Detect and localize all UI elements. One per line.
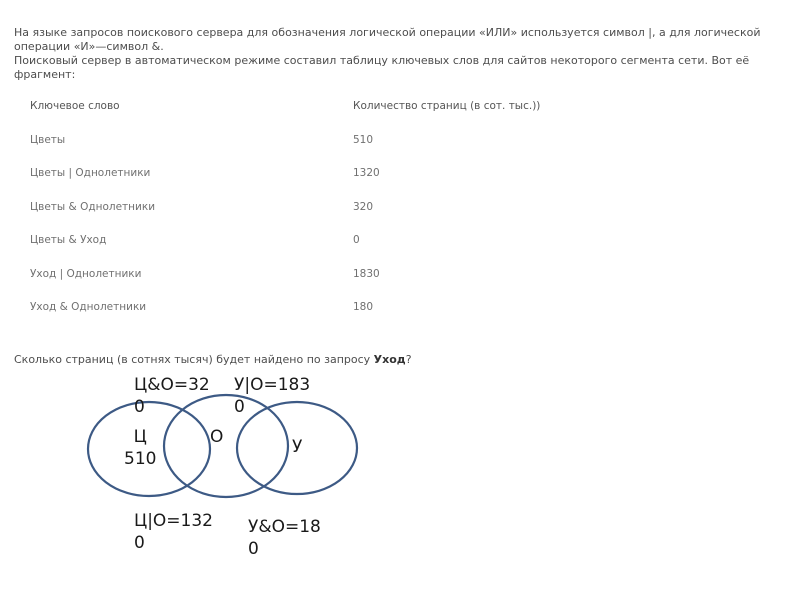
question-keyword: Уход <box>373 353 406 366</box>
keyword-cell: Цветы & Уход <box>30 234 107 246</box>
table-header-row <box>30 90 570 124</box>
question-end: ? <box>405 353 412 366</box>
header-keyword: Ключевое слово <box>30 100 120 112</box>
keyword-cell: Уход & Однолетники <box>30 301 147 313</box>
table-row <box>30 191 570 225</box>
note-c-and-o: Ц&О=32 0 <box>134 375 210 417</box>
question <box>14 353 412 367</box>
pages-cell: 0 <box>353 234 360 246</box>
pages-cell: 1320 <box>353 167 380 179</box>
note-u-circle: У <box>292 437 303 457</box>
table-row <box>30 224 570 258</box>
table-row <box>30 157 570 191</box>
note-u-or-o: У|О=183 0 <box>234 375 311 417</box>
pages-cell: 1830 <box>353 267 380 280</box>
question-text: Сколько страниц (в сотнях тысяч) будет найдено по запросу <box>14 353 374 366</box>
note-u-and-o: У&О=18 0 <box>248 517 321 559</box>
table-row <box>30 291 570 325</box>
intro-line-2: Поисковый сервер в автоматическом режиме составил таблицу ключевых слов для сайтов некоторого сегмента сети. Вот её фрагмент: <box>14 54 750 81</box>
table-row <box>30 258 570 292</box>
keyword-cell: Уход | Однолетники <box>30 267 142 280</box>
pages-cell: 320 <box>353 200 374 213</box>
intro-line-1: На языке запросов поискового сервера для обозначения логической операции «ИЛИ» используется символ |, а для логической операции «И»—символ &. <box>14 26 761 53</box>
keyword-table <box>30 90 570 325</box>
note-c-circle: Ц 510 <box>124 427 157 469</box>
keyword-cell: Цветы <box>30 133 66 146</box>
keyword-cell: Цветы & Однолетники <box>30 200 156 213</box>
header-pages: Количество страниц (в сот. тыс.)) <box>353 100 541 112</box>
table-row <box>30 124 570 158</box>
note-c-or-o: Ц|О=132 0 <box>134 511 213 553</box>
pages-cell: 510 <box>353 133 374 146</box>
pages-cell: 180 <box>353 301 374 313</box>
note-o-circle: О <box>210 427 224 447</box>
keyword-cell: Цветы | Однолетники <box>30 167 151 179</box>
